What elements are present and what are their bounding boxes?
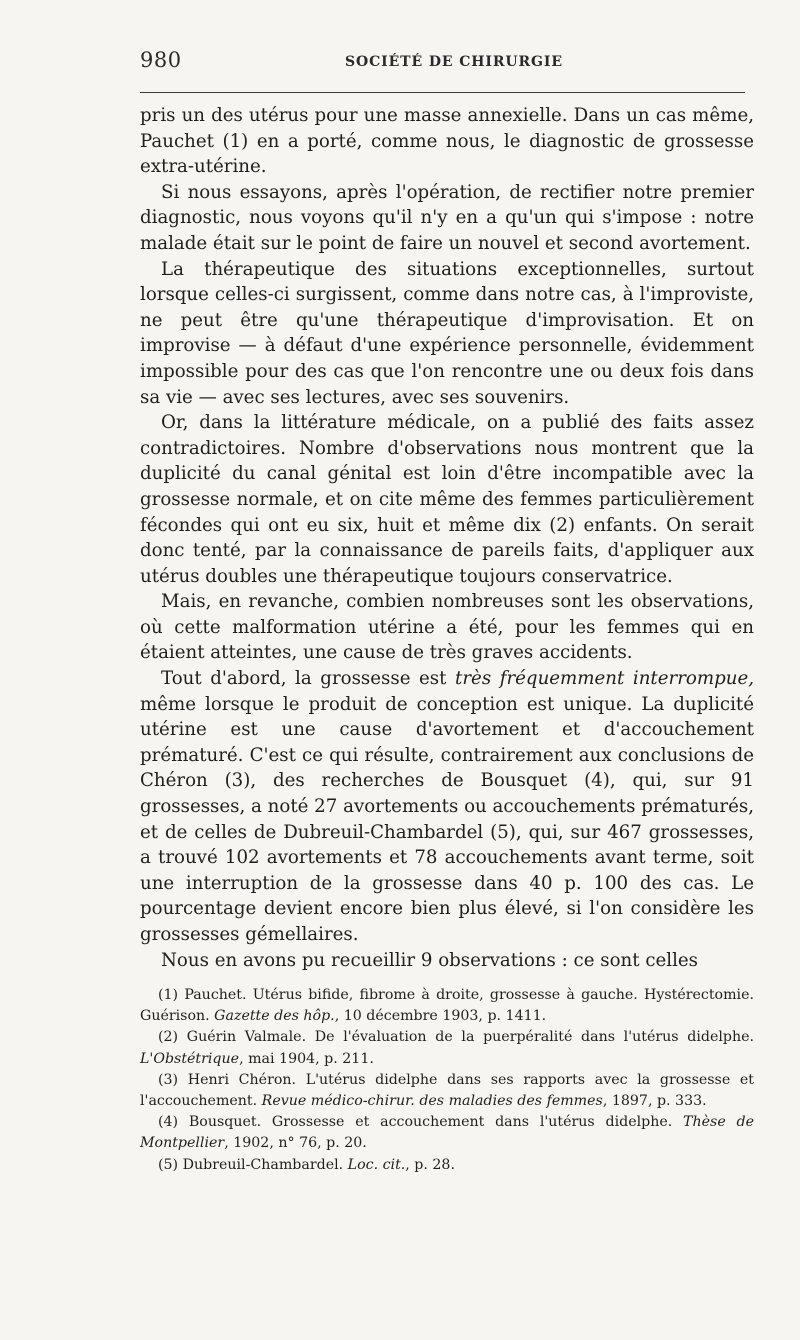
footnote bbox=[140, 1070, 754, 1112]
paragraph: pris un des utérus pour une masse annexielle. Dans un cas même, Pauchet (1) en a porté, comme nous, le diagnostic de grossesse extra-utérine. bbox=[140, 105, 754, 178]
main-text bbox=[140, 103, 754, 973]
footnote-text: (1) Pauchet. Utérus bifide, fibrome à droite, grossesse à gauche. Hystérectomie. Guérison. bbox=[140, 987, 754, 1025]
footnote-text: , 10 décembre 1903, p. 1411. bbox=[334, 1008, 547, 1025]
text-span: Tout d'abord, la grossesse est bbox=[161, 668, 456, 690]
paragraph: Nous en avons pu recueillir 9 observations : ce sont celles bbox=[161, 949, 699, 971]
footnote bbox=[140, 1155, 754, 1176]
footnote-source: Thèse de Montpellier bbox=[140, 1114, 754, 1152]
footnote-source: Loc. cit. bbox=[347, 1156, 406, 1173]
footnote-text: , mai 1904, p. 211. bbox=[239, 1050, 374, 1067]
page-number: 980 bbox=[140, 48, 182, 72]
running-title: SOCIÉTÉ DE CHIRURGIE bbox=[345, 54, 563, 70]
footnote bbox=[140, 1027, 754, 1069]
paragraph: Si nous essayons, après l'opération, de rectifier notre premier diagnostic, nous voyons qu'il n'y en a qu'un qui s'impose : notre malade était sur le point de faire un nouvel et second avortement. bbox=[140, 181, 754, 254]
footnote-text: , 1897, p. 333. bbox=[602, 1093, 707, 1110]
footnote bbox=[140, 985, 754, 1027]
footnote-source: L'Obstétrique bbox=[140, 1050, 240, 1067]
paragraph: Or, dans la littérature médicale, on a publié des faits assez contradictoires. Nombre d'observations nous montrent que la duplicité du canal génital est loin d'être incompatible avec la grossesse normale, et on cite même des femmes particulièrement fécondes qui ont eu six, huit et même dix (2) enfants. On serait donc tenté, par la connaissance de pareils faits, d'appliquer aux utérus doubles une thérapeutique toujours conservatrice. bbox=[140, 412, 754, 587]
paragraph: Mais, en revanche, combien nombreuses sont les observations, où cette malformation utérine a été, pour les femmes qui en étaient atteintes, une cause de très graves accidents. bbox=[140, 591, 754, 664]
footnote-text: , 1902, n° 76, p. 20. bbox=[224, 1135, 367, 1152]
footnote-text: (4) Bousquet. Grossesse et accouchement dans l'utérus didelphe. bbox=[158, 1114, 684, 1131]
footnote bbox=[140, 1112, 754, 1154]
footnote-text: (3) Henri Chéron. L'utérus didelphe dans ses rapports avec la grossesse et l'accouchement. bbox=[140, 1071, 754, 1110]
header-rule bbox=[140, 92, 745, 93]
footnote-text: (5) Dubreuil-Chambardel. bbox=[158, 1156, 348, 1173]
text-span: même lorsque le produit de conception est unique. La duplicité utérine est une cause d'avortement et d'accouchement prématuré. C'est ce qui résulte, contrairement aux conclusions de Chéron (3), des recherches de Bousquet (4), qui, sur 91 grossesses, a noté 27 avortements ou accouchements prématurés, et de celles de Dubreuil-Chambardel (5), qui, sur 467 grossesses, a trouvé 102 avortements et 78 accouchements avant terme, soit une interruption de la grossesse dans 40 p. 100 des cas. Le pourcentage devient encore bien plus élevé, si l'on considère les grossesses gémellaires. bbox=[140, 693, 755, 945]
paragraph bbox=[140, 666, 754, 948]
footnote-text: (2) Guérin Valmale. De l'évaluation de la puerpéralité dans l'utérus didelphe. bbox=[158, 1029, 754, 1046]
footnotes bbox=[140, 985, 754, 1176]
footnote-source: Revue médico-chirur. des maladies des femmes bbox=[261, 1093, 603, 1110]
emphasis: très fréquemment interrompue, bbox=[455, 668, 754, 690]
footnote-text: , p. 28. bbox=[405, 1156, 455, 1173]
footnote-source: Gazette des hôp. bbox=[214, 1008, 335, 1025]
page-header bbox=[140, 48, 745, 78]
paragraph: La thérapeutique des situations exceptionnelles, surtout lorsque celles-ci surgissent, comme dans notre cas, à l'improviste, ne peut être qu'une thérapeutique d'improvisation. Et on improvise — à défaut d'une expérience personnelle, évidemment impossible pour des cas que l'on rencontre une ou deux fois dans sa vie — avec ses lectures, avec ses souvenirs. bbox=[140, 258, 754, 408]
